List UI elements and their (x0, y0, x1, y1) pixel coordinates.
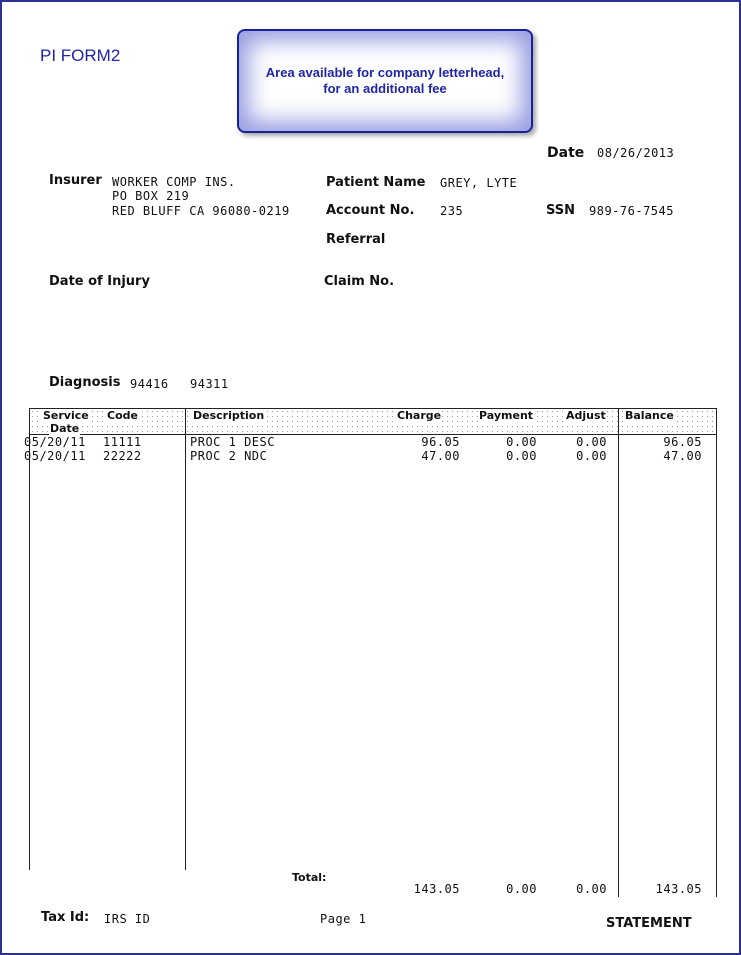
table-divider-balance (618, 408, 619, 897)
page-number: Page 1 (320, 912, 367, 926)
row-1-charge: 96.05 (421, 435, 460, 449)
letterhead-area (237, 29, 533, 133)
col-header-description: Description (193, 409, 265, 422)
account-no-label: Account No. (326, 203, 415, 218)
statement-label: STATEMENT (606, 916, 692, 931)
row-1-description: PROC 1 DESC (190, 435, 275, 449)
tax-id-label: Tax Id: (41, 910, 90, 925)
row-1-adjust: 0.00 (576, 435, 607, 449)
table-divider-code (185, 408, 186, 870)
col-header-charge: Charge (397, 409, 442, 422)
row-2-balance: 47.00 (663, 449, 702, 463)
table-border-right (716, 408, 717, 897)
row-2-date: 05/20/11 (24, 449, 86, 463)
diagnosis-label: Diagnosis (49, 375, 121, 390)
insurer-line-2: PO BOX 219 (112, 189, 190, 203)
total-charge: 143.05 (413, 882, 460, 896)
insurer-line-1: WORKER COMP INS. (112, 175, 236, 189)
diagnosis-code-2: 94311 (190, 377, 229, 391)
total-payment: 0.00 (506, 882, 537, 896)
row-1-payment: 0.00 (506, 435, 537, 449)
insurer-line-3: RED BLUFF CA 96080-0219 (112, 204, 290, 218)
ssn-label: SSN (546, 203, 576, 218)
row-2-adjust: 0.00 (576, 449, 607, 463)
col-header-balance: Balance (625, 409, 674, 422)
tax-id-value: IRS ID (104, 912, 151, 926)
diagnosis-code-1: 94416 (130, 377, 169, 391)
col-header-service: Service (43, 409, 89, 422)
patient-name-label: Patient Name (326, 175, 426, 190)
row-2-payment: 0.00 (506, 449, 537, 463)
form-title: PI FORM2 (40, 46, 121, 65)
col-header-payment: Payment (479, 409, 534, 422)
row-2-charge: 47.00 (421, 449, 460, 463)
letterhead-line-1: Area available for company letterhead, (265, 65, 505, 80)
patient-name-value: GREY, LYTE (440, 176, 518, 190)
referral-label: Referral (326, 232, 386, 247)
row-2-code: 22222 (103, 449, 142, 463)
date-of-injury-label: Date of Injury (49, 274, 150, 289)
claim-no-label: Claim No. (324, 274, 395, 289)
row-1-code: 11111 (103, 435, 142, 449)
date-value: 08/26/2013 (597, 146, 675, 160)
insurer-label: Insurer (49, 173, 102, 188)
row-2-description: PROC 2 NDC (190, 449, 268, 463)
total-label: Total: (292, 871, 327, 884)
row-1-balance: 96.05 (663, 435, 702, 449)
col-header-adjust: Adjust (566, 409, 606, 422)
row-1-date: 05/20/11 (24, 435, 86, 449)
date-label: Date (547, 145, 585, 161)
total-balance: 143.05 (655, 882, 702, 896)
table-border-left (29, 408, 30, 870)
col-header-code: Code (107, 409, 138, 422)
col-header-date: Date (50, 422, 80, 435)
total-adjust: 0.00 (576, 882, 607, 896)
letterhead-line-2: for an additional fee (323, 81, 447, 96)
ssn-value: 989-76-7545 (589, 204, 674, 218)
account-no-value: 235 (440, 204, 464, 218)
